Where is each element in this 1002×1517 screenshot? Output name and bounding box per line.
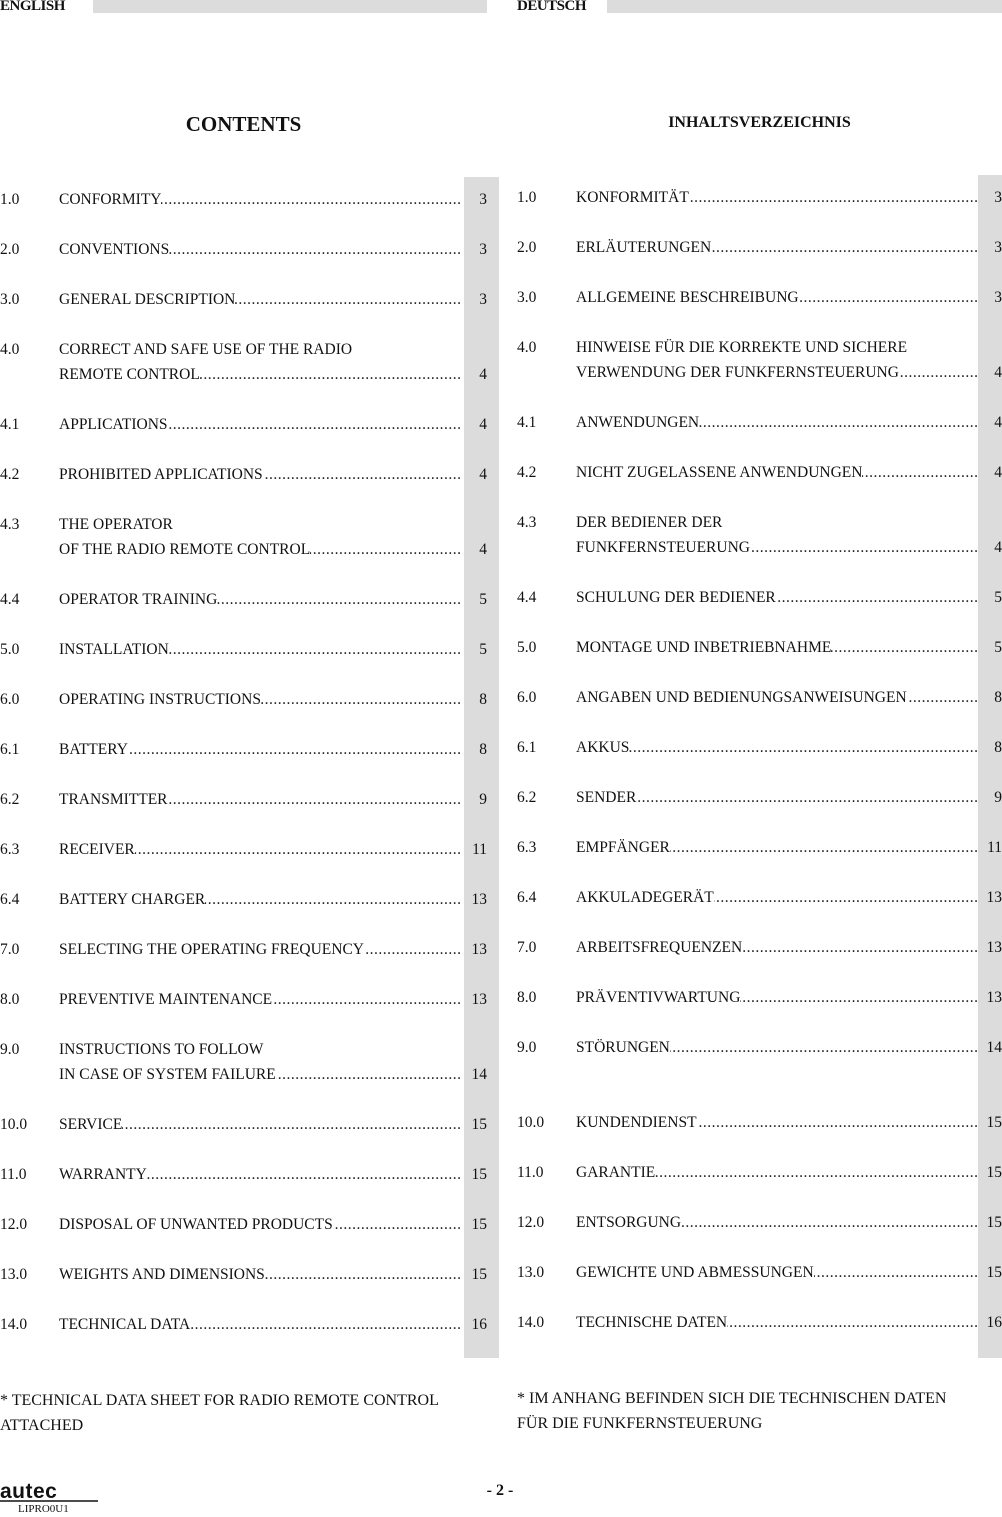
toc-entry	[517, 785, 1002, 810]
toc-entry-number: 9.0	[0, 1041, 20, 1058]
toc-entry-title: AKKUS	[576, 735, 629, 760]
toc-entry-title: OF THE RADIO REMOTE CONTROL	[59, 537, 310, 562]
toc-entry-title: ANWENDUNGEN	[576, 410, 699, 435]
toc-entry-title: HINWEISE FÜR DIE KORREKTE UND SICHERE	[576, 335, 907, 360]
toc-page-number: 3	[479, 191, 487, 208]
toc-entry-title: THE OPERATOR	[59, 512, 173, 537]
toc-entry-title: GENERAL DESCRIPTION	[59, 287, 235, 312]
toc-entry-title: INSTRUCTIONS TO FOLLOW	[59, 1037, 263, 1062]
toc-entry-number: 2.0	[0, 241, 20, 258]
toc-entry-title: EMPFÄNGER	[576, 835, 670, 860]
toc-entry	[517, 235, 1002, 260]
toc-entry-title: APPLICATIONS	[59, 412, 168, 437]
toc-entry	[0, 787, 490, 812]
toc-entry	[517, 1110, 1002, 1135]
toc-entry	[517, 735, 1002, 760]
toc-page-number: 4	[479, 541, 487, 558]
toc-entry-number: 6.2	[517, 789, 537, 806]
toc-entry-title: TECHNICAL DATA	[59, 1312, 190, 1337]
toc-entry-number: 6.1	[517, 739, 537, 756]
toc-entry-title: SERVICE	[59, 1112, 122, 1137]
toc-entry	[0, 1162, 490, 1187]
toc-entry-number: 9.0	[517, 1039, 537, 1056]
toc-entry-number: 4.4	[517, 589, 537, 606]
toc-entry-title: KONFORMITÄT	[576, 185, 689, 210]
toc-entry-title: BATTERY	[59, 737, 128, 762]
toc-entry-number: 3.0	[0, 291, 20, 308]
toc-page-number: 15	[986, 1264, 1002, 1281]
toc-entry	[0, 1212, 490, 1237]
toc-entry-number: 4.0	[517, 339, 537, 356]
german-note	[517, 1386, 946, 1436]
toc-entry-title: PRÄVENTIVWARTUNG	[576, 985, 740, 1010]
toc-entry-title: ANGABEN UND BEDIENUNGSANWEISUNGEN	[576, 685, 907, 710]
toc-entry-number: 8.0	[0, 991, 20, 1008]
contents-title: CONTENTS	[185, 112, 302, 136]
toc-page-number: 3	[994, 289, 1002, 306]
toc-entry-title: ARBEITSFREQUENZEN	[576, 935, 742, 960]
toc-entry-title: CORRECT AND SAFE USE OF THE RADIO	[59, 337, 352, 362]
toc-entry-title: RECEIVER	[59, 837, 135, 862]
toc-entry-number: 6.0	[517, 689, 537, 706]
toc-entry	[517, 1160, 1002, 1185]
toc-entry	[517, 510, 1002, 560]
toc-entry-title: AKKULADEGERÄT	[576, 885, 714, 910]
header-left-language: ENGLISH	[0, 0, 65, 14]
toc-entry-number: 7.0	[517, 939, 537, 956]
toc-page-number: 4	[479, 466, 487, 483]
toc-entry-title: ERLÄUTERUNGEN	[576, 235, 711, 260]
toc-entry-title: OPERATOR TRAINING	[59, 587, 217, 612]
toc-leader-dots	[576, 785, 979, 810]
toc-entry-title: GARANTIE	[576, 1160, 655, 1185]
toc-entry-number: 3.0	[517, 289, 537, 306]
toc-page-number: 13	[471, 891, 487, 908]
toc-entry	[0, 512, 490, 562]
toc-entry-title: KUNDENDIENST	[576, 1110, 697, 1135]
toc-entry-number: 5.0	[517, 639, 537, 656]
toc-page-number: 15	[471, 1266, 487, 1283]
toc-entry	[0, 1037, 490, 1087]
toc-page-number: 15	[986, 1214, 1002, 1231]
toc-entry	[517, 1035, 1002, 1060]
toc-entry-number: 12.0	[517, 1214, 545, 1231]
toc-entry	[0, 337, 490, 387]
toc-entry-number: 6.4	[0, 891, 20, 908]
toc-page-number: 15	[471, 1166, 487, 1183]
toc-entry-title: TRANSMITTER	[59, 787, 168, 812]
toc-entry-title: STÖRUNGEN	[576, 1035, 670, 1060]
toc-entry	[517, 460, 1002, 485]
toc-entry	[0, 287, 490, 312]
toc-entry-title: BATTERY CHARGER	[59, 887, 205, 912]
toc-entry-number: 1.0	[517, 189, 537, 206]
toc-entry-title: IN CASE OF SYSTEM FAILURE	[59, 1062, 276, 1087]
toc-entry-number: 6.1	[0, 741, 20, 758]
toc-entry-number: 6.3	[517, 839, 537, 856]
toc-entry	[0, 1312, 490, 1337]
toc-entry-number: 4.4	[0, 591, 20, 608]
toc-entry	[0, 1112, 490, 1137]
toc-entry-number: 4.3	[0, 516, 20, 533]
toc-page-number: 5	[994, 589, 1002, 606]
toc-entry-title: SCHULUNG DER BEDIENER	[576, 585, 776, 610]
toc-entry-title: PROHIBITED APPLICATIONS	[59, 462, 263, 487]
toc-page-number: 13	[986, 989, 1002, 1006]
toc-entry-number: 4.1	[517, 414, 537, 431]
toc-entry	[517, 635, 1002, 660]
toc-page-number: 14	[471, 1066, 487, 1083]
toc-entry-title: PREVENTIVE MAINTENANCE	[59, 987, 272, 1012]
toc-entry-title: MONTAGE UND INBETRIEBNAHME	[576, 635, 831, 660]
toc-page-number: 15	[471, 1116, 487, 1133]
toc-entry	[517, 1210, 1002, 1235]
toc-page-number: 3	[479, 241, 487, 258]
toc-entry	[0, 587, 490, 612]
german-note-line-2: FÜR DIE FUNKFERNSTEUERUNG	[517, 1415, 763, 1432]
toc-page-number: 8	[479, 691, 487, 708]
toc-entry-title: OPERATING INSTRUCTIONS	[59, 687, 261, 712]
toc-entry	[0, 1262, 490, 1287]
toc-page-number: 5	[479, 591, 487, 608]
toc-page-number: 13	[986, 939, 1002, 956]
document-code: LIPRO0U1	[18, 1503, 69, 1515]
toc-entry	[0, 937, 490, 962]
toc-entry-title: INSTALLATION	[59, 637, 169, 662]
toc-entry	[0, 887, 490, 912]
toc-entry	[0, 187, 490, 212]
toc-entry-title: ENTSORGUNG	[576, 1210, 681, 1235]
toc-entry-title: SELECTING THE OPERATING FREQUENCY	[59, 937, 364, 962]
toc-entry-number: 10.0	[517, 1114, 545, 1131]
english-note	[0, 1388, 439, 1438]
toc-page-number: 13	[471, 941, 487, 958]
toc-page-number: 11	[472, 841, 487, 858]
toc-entry-number: 14.0	[0, 1316, 28, 1333]
toc-entry-number: 13.0	[0, 1266, 28, 1283]
toc-entry	[517, 935, 1002, 960]
toc-page-number: 15	[986, 1114, 1002, 1131]
toc-entry	[0, 412, 490, 437]
toc-entry	[0, 462, 490, 487]
toc-page-number: 3	[479, 291, 487, 308]
toc-page-number: 9	[479, 791, 487, 808]
toc-page-number: 15	[986, 1164, 1002, 1181]
toc-entry-title: WEIGHTS AND DIMENSIONS	[59, 1262, 265, 1287]
toc-entry-title: REMOTE CONTROL	[59, 362, 200, 387]
toc-entry-number: 14.0	[517, 1314, 545, 1331]
toc-entry	[0, 637, 490, 662]
toc-entry	[517, 1260, 1002, 1285]
toc-page-number: 15	[471, 1216, 487, 1233]
toc-page-number: 8	[479, 741, 487, 758]
toc-entry-title: VERWENDUNG DER FUNKFERNSTEUERUNG	[576, 360, 899, 385]
toc-page-number: 8	[994, 739, 1002, 756]
german-note-line-1: * IM ANHANG BEFINDEN SICH DIE TECHNISCHEN DATEN	[517, 1390, 947, 1407]
english-note-line-1: * TECHNICAL DATA SHEET FOR RADIO REMOTE CONTROL	[0, 1392, 439, 1409]
toc-entry-title: DISPOSAL OF UNWANTED PRODUCTS	[59, 1212, 333, 1237]
toc-page-number: 4	[994, 539, 1002, 556]
toc-entry	[0, 987, 490, 1012]
toc-entry-number: 4.0	[0, 341, 20, 358]
toc-entry-title: WARRANTY	[59, 1162, 147, 1187]
toc-entry-title: SENDER	[576, 785, 636, 810]
toc-entry-number: 5.0	[0, 641, 20, 658]
toc-entry-number: 13.0	[517, 1264, 545, 1281]
toc-entry	[517, 335, 1002, 385]
toc-entry-title: ALLGEMEINE BESCHREIBUNG	[576, 285, 799, 310]
toc-entry	[517, 410, 1002, 435]
toc-entry	[0, 687, 490, 712]
toc-entry-number: 8.0	[517, 989, 537, 1006]
toc-entry-number: 6.3	[0, 841, 20, 858]
toc-entry	[517, 285, 1002, 310]
toc-page-number: 4	[994, 364, 1002, 381]
toc-entry	[517, 885, 1002, 910]
toc-entry	[0, 837, 490, 862]
toc-entry-number: 10.0	[0, 1116, 28, 1133]
toc-page-number: 11	[987, 839, 1002, 856]
toc-page-number: 16	[471, 1316, 487, 1333]
toc-page-number: 4	[479, 416, 487, 433]
inhaltsverzeichnis-title: INHALTSVERZEICHNIS	[668, 114, 851, 131]
toc-page-number: 13	[471, 991, 487, 1008]
toc-page-number: 4	[479, 366, 487, 383]
toc-entry-number: 6.4	[517, 889, 537, 906]
toc-page-number: 4	[994, 464, 1002, 481]
toc-page-number: 3	[994, 239, 1002, 256]
toc-entry-number: 4.3	[517, 514, 537, 531]
toc-entry-title: TECHNISCHE DATEN	[576, 1310, 727, 1335]
toc-entry-number: 11.0	[517, 1164, 544, 1181]
english-note-line-2: ATTACHED	[0, 1417, 84, 1434]
toc-entry	[0, 237, 490, 262]
toc-entry-number: 6.2	[0, 791, 20, 808]
toc-entry-number: 7.0	[0, 941, 20, 958]
toc-page-number: 5	[994, 639, 1002, 656]
german-toc-list	[517, 0, 1002, 1400]
toc-entry-number: 2.0	[517, 239, 537, 256]
toc-page-number: 16	[986, 1314, 1002, 1331]
autec-logo-mark	[0, 1482, 100, 1502]
toc-entry-number: 4.2	[0, 466, 20, 483]
toc-page-number: 8	[994, 689, 1002, 706]
toc-entry-number: 4.2	[517, 464, 537, 481]
toc-entry-number: 1.0	[0, 191, 20, 208]
toc-entry-title: CONVENTIONS	[59, 237, 169, 262]
toc-entry-title: GEWICHTE UND ABMESSUNGEN	[576, 1260, 814, 1285]
toc-entry-number: 6.0	[0, 691, 20, 708]
toc-entry	[517, 185, 1002, 210]
toc-entry-number: 12.0	[0, 1216, 28, 1233]
toc-entry-number: 4.1	[0, 416, 20, 433]
toc-entry	[517, 1310, 1002, 1335]
toc-page-number: 3	[994, 189, 1002, 206]
header-right-language: DEUTSCH	[517, 0, 587, 14]
toc-entry	[517, 985, 1002, 1010]
toc-page-number: 14	[986, 1039, 1002, 1056]
toc-entry	[517, 835, 1002, 860]
toc-entry-title: FUNKFERNSTEUERUNG	[576, 535, 750, 560]
toc-entry-title: CONFORMITY	[59, 187, 161, 212]
toc-leader-dots	[576, 735, 979, 760]
english-toc-list	[0, 0, 490, 1400]
toc-page-number: 9	[994, 789, 1002, 806]
toc-page-number: 4	[994, 414, 1002, 431]
toc-entry-title: NICHT ZUGELASSENE ANWENDUNGEN	[576, 460, 862, 485]
toc-entry-number: 11.0	[0, 1166, 27, 1183]
toc-page-number: 5	[479, 641, 487, 658]
autec-logo-text: autec	[0, 1482, 58, 1502]
toc-entry	[517, 585, 1002, 610]
toc-page-number: 13	[986, 889, 1002, 906]
toc-entry	[517, 685, 1002, 710]
page-number: - 2 -	[486, 1482, 514, 1499]
toc-entry-title: DER BEDIENER DER	[576, 510, 722, 535]
toc-entry	[0, 737, 490, 762]
